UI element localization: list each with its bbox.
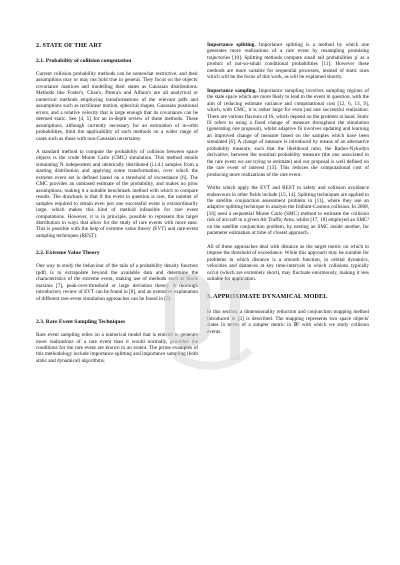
- text-importance-sampling: Importance sampling involves sampling regions of the state space which are more likely to lead to the event in question, with the aim of reducing estimate variance and computational cost [12, 6, 13, 9], which, with CMC, it is rather large for even just one successful realization. There are various flavours of IS, which depend on the problem at hand. Static IS refers to using a fixed change of measure throughout the simulation (generating one proposal), whilst adaptive IS involves updating and learning an improved change of measure based on the samples which have been simulated [6]. A change of measure is introduced by means of an alternative probability measure, such that the likelihood ratio, the Radon-Nykodyn derivative, between the nominal probability measure (the one associated to the rare event we are trying to estimate) and our proposal is well defined on the rare event of interest [13]. This reduces the computational cost of producing more realizations of the rare event.: [207, 87, 369, 178]
- subsection-heading-collision-probability: 2.1. Probability of collision computation: [36, 58, 132, 64]
- subsection-heading-extreme-value-theory: 2.2. Extreme Value Theory: [36, 250, 100, 257]
- subsection-heading-rare-event-sampling: 2.3. Rare Event Sampling Techniques: [36, 319, 126, 326]
- paragraph-collision-methods: Current collision probability methods can be somewhat restrictive, and their assumptions may or may not hold true in general. They focus on the objects' covariance matrices and modelling their states as Gaussian distributions. Methods like Foster's, Chan's, Patera's and Alfano's are all analytical or numerical methods employing transformations of the relevant pdfs and assumptions such as rectilinear motion, spherical shapes, Gaussian positional errors, and a relative velocity that is large enough that its covariance can be deemed static. See [4, 5] for an in-depth review of these methods. These assumptions, although currently necessary for an estimation of in-orbit probabilities, limit the applicability of such methods on a wider range of cases such as those with non-Gaussian uncertainty.: [36, 71, 198, 142]
- right-column: [207, 42, 369, 342]
- paragraph-evt: One way to study the behaviour of the tails of a probability density function (pdf) is to extrapolate beyond the available data and determine the characteristics of the extreme event, making use of methods such as block maxima [7], peak-over-threshold or large deviation theory. A thorough introductory review of EVT can be found in [8], and an extensive explanation of different rare-event simulation approaches can be found in [9].: [36, 263, 198, 302]
- section-heading-approximate-dynamical-model: 3. APPROXIMATE DYNAMICAL MODEL: [207, 293, 328, 301]
- paragraph-related-works: Works which apply the EVT and REST to safety and collision avoidance endeavours in other fields include [15, 14]. Splitting techniques are applied to the satellite conjunction assessment problem in [11], where they use an adaptive splitting technique to analyse the Iridium-Cosmos collision. In 2008, [16] used a sequential Monte Carlo (SMC) method to estimate the collision risk of aircraft in a given Air Traffic Area, whilst [17, 18] employed an SMC² on the satellite conjunction problem, by nesting an SMC inside another, for parameter estimation at time of closest approach.: [207, 185, 369, 237]
- text-importance-splitting: Importance splitting is a method by which one generates more realizations of a rare event by resampling promising trajectories [10]. Splitting methods compute small tail probabilities p' as a product of not-so-small conditional probabilities [11]. However these methods are more suitable for sequential processes, instead of static ones which will be the focus of this work, as will be explained shortly.: [207, 42, 370, 81]
- paragraph-importance-sampling: [207, 88, 369, 178]
- paragraph-distance-metric: All of these approaches deal with distance as the target metric on which to impose the threshold of exceedance. While this approach may be suitable for problems in which distance is a smooth function, in orbital dynamics, velocities and distances at key time-intervals in which collisions typically occur (which are extremely short), may fluctuate enormously, making it less suitable for application.: [207, 243, 369, 282]
- paragraph-importance-splitting: [207, 42, 369, 81]
- paragraph-monte-carlo: A standard method to compute the probability of collision between space objects is the crude Monte Carlo (CMC) simulation. This method entails simulating N independent and identically distributed (i.i.d.) samples from a starting distribution and applying some transformation, over which the extreme event set is defined based on a threshold of exceedance [6]. The CMC provides an unbiased estimate of the probability, and makes no prior assumptions, making it a suitable benchmark method with which to compare results. The drawback is that if the event in question is rare, the number of samples required to obtain even just one successful event is extraordinarily large, which makes this kind of method infeasible for rare event computations. However, it is in principle, possible to represent this target distribution in ways that allow for the study of rare events with more ease. This is possible with the help of extreme value theory (EVT) and rare-event sampling techniques (REST).: [36, 148, 198, 239]
- lead-importance-splitting: Importance splitting.: [207, 42, 256, 48]
- lead-importance-sampling: Importance sampling.: [207, 87, 257, 94]
- left-column: [36, 42, 198, 371]
- paragraph-section-intro: In this section, a dimensionality reduction and conjunction mapping method introduced in [3] is described. The mapping represents two space objects' states in terms of a simpler metric in ℝ² with which we study collision events.: [207, 309, 369, 335]
- paragraph-rare-event-sampling: Rare event sampling relies on a numerical model that is enticed to generate more realizations of a rare event than it would normally, provided the conditions for the rare event are known to an extent. The prime examples of this methodology include importance splitting and importance sampling (both static and dynamical) algorithms.: [36, 332, 198, 364]
- section-heading-state-of-the-art: 2. STATE OF THE ART: [36, 42, 102, 49]
